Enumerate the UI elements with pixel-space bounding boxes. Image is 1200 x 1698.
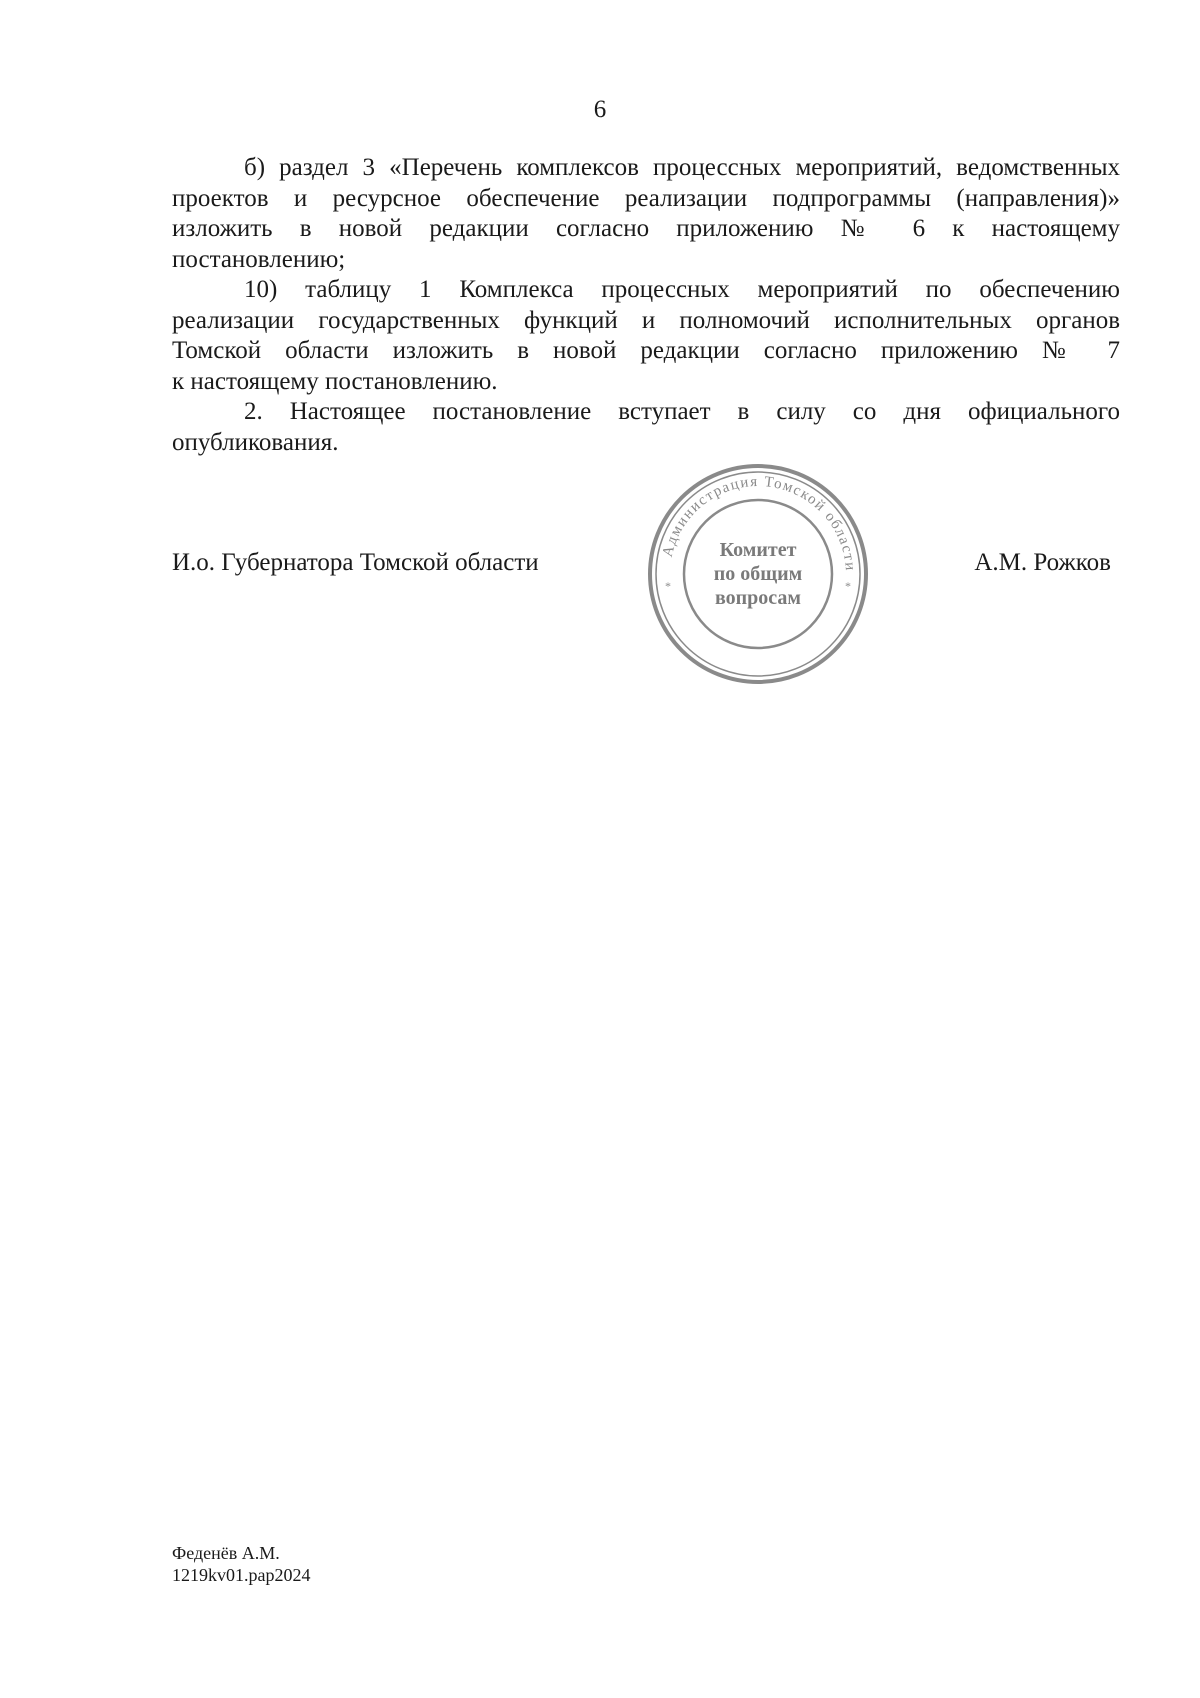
page-number: 6: [593, 96, 607, 123]
text-line: реализации государственных функций и полномочий исполнительных органов: [172, 306, 1120, 334]
official-stamp: [646, 462, 870, 686]
paragraph-table-1: [172, 275, 1120, 397]
text-line: опубликования.: [172, 428, 339, 456]
stamp-center-line: вопросам: [714, 587, 802, 609]
text-line: проектов и ресурсное обеспечение реализации подпрограммы (направления)»: [172, 184, 1120, 212]
stamp-star-right: *: [845, 579, 851, 593]
text-line: Томской области изложить в новой редакции согласно приложению № 7: [172, 337, 1120, 364]
signatory-position: И.о. Губернатора Томской области: [172, 549, 539, 576]
footer-author: Феденёв А.М.: [172, 1543, 280, 1563]
footer-file-ref: 1219kv01.pap2024: [172, 1565, 311, 1585]
paragraph-effective-date: [172, 397, 1120, 458]
footer: [172, 1542, 311, 1586]
text-line: б) раздел 3 «Перечень комплексов процессных мероприятий, ведомственных: [244, 154, 1120, 181]
signatory-name: А.М. Рожков: [974, 549, 1111, 576]
stamp-star-left: *: [665, 579, 671, 593]
text-line: изложить в новой редакции согласно приложению № 6 к настоящему: [172, 215, 1120, 242]
document-body: [172, 153, 1120, 458]
stamp-center-line: Комитет: [719, 539, 797, 561]
text-line: к настоящему постановлению.: [172, 367, 498, 395]
text-line: постановлению;: [172, 245, 346, 273]
stamp-center-line: по общим: [713, 563, 803, 585]
text-line: 10) таблицу 1 Комплекса процессных мероприятий по обеспечению: [244, 276, 1120, 303]
paragraph-section-3: [172, 153, 1120, 275]
stamp-ring-text: Администрация Томской области: [659, 473, 859, 573]
text-line: 2. Настоящее постановление вступает в силу со дня официального: [244, 398, 1120, 425]
